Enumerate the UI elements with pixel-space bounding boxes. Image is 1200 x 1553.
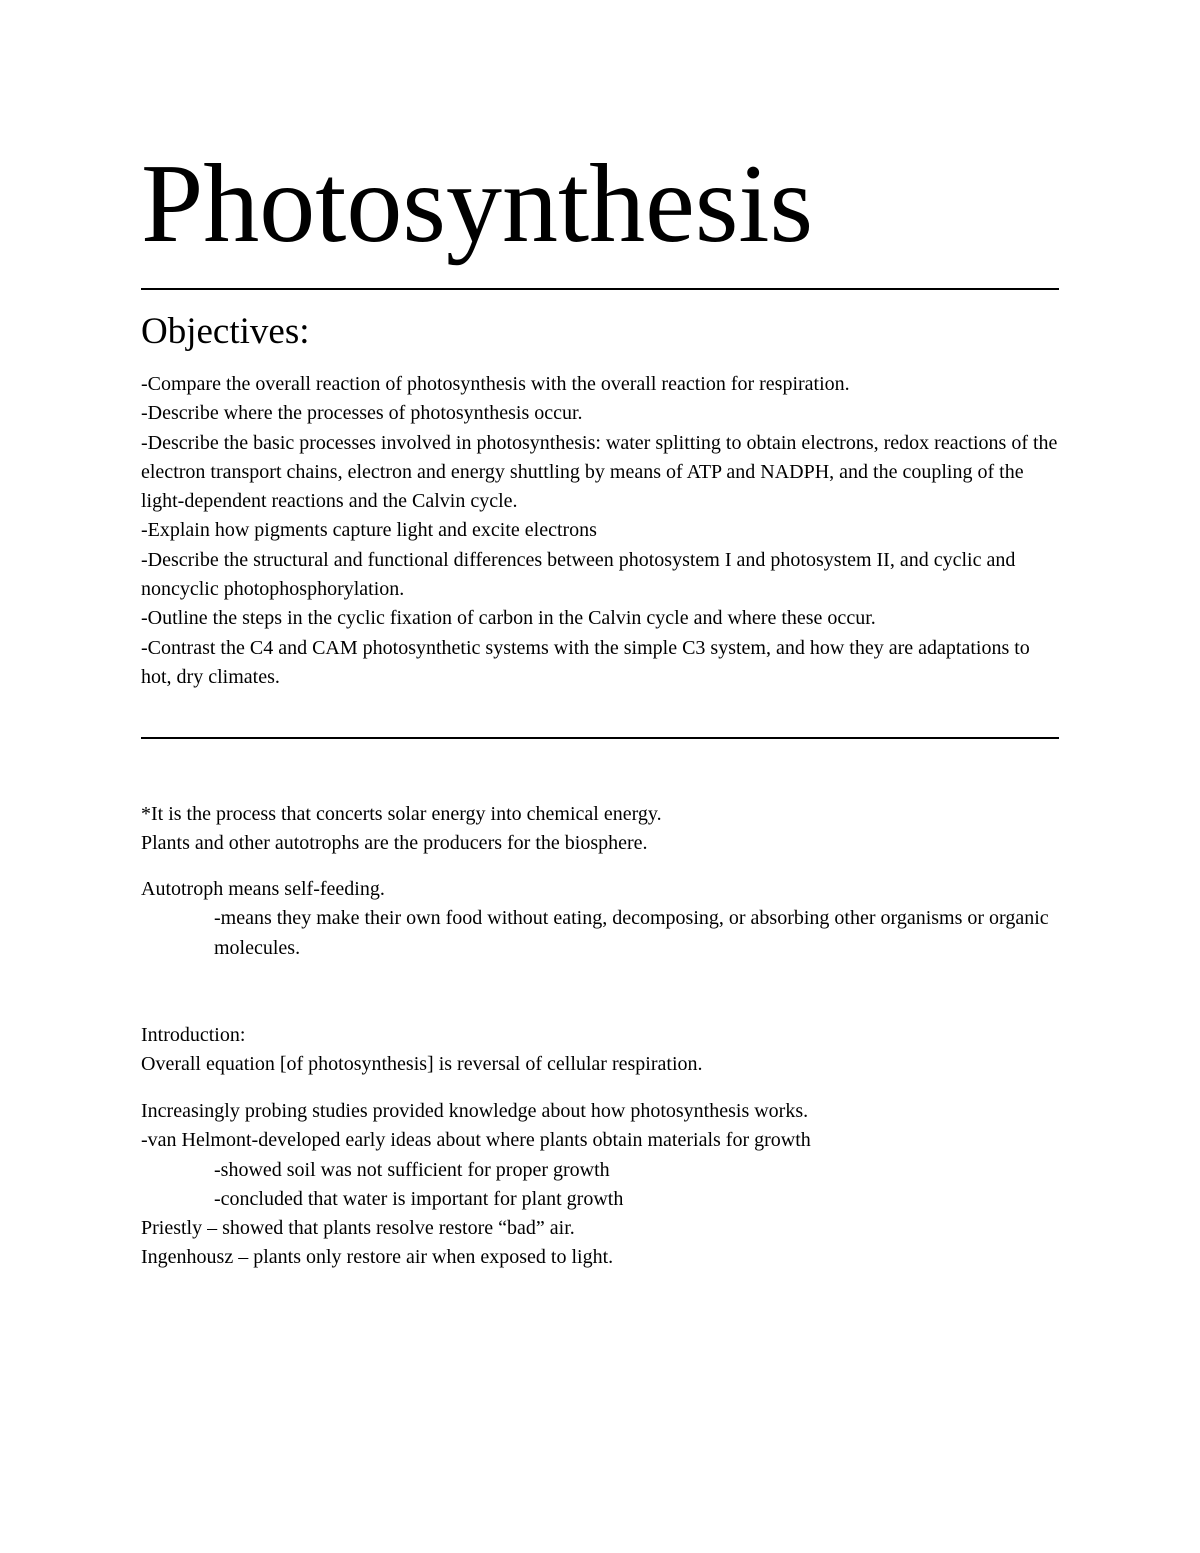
objective-item: -Describe the basic processes involved in photosynthesis: water splitting to obtain electrons, redox reactions of the electron transport chains, electron and energy shuttling by means of ATP and NADPH, and the coupling of the light-dependent reactions and the Calvin cycle. [141,431,1058,513]
objective-item: -Describe the structural and functional differences between photosystem I and photosystem II, and cyclic and noncyclic photophosphorylation. [141,548,1016,601]
producers-line: Plants and other autotrophs are the producers for the biosphere. [141,832,648,855]
studies-line: Increasingly probing studies provided knowledge about how photosynthesis works. [141,1100,809,1122]
objective-item: -Compare the overall reaction of photosynthesis with the overall reaction for respiration. [141,373,850,395]
autotroph-detail: -means they make their own food without eating, decomposing, or absorbing other organisms or organic molecules. [214,907,1049,959]
objectives-list [141,370,1061,692]
van-helmont-water: -concluded that water is important for plant growth [214,1187,624,1210]
autotroph-block [141,875,1061,963]
van-helmont-soil: -showed soil was not sufficient for proper growth [214,1158,610,1181]
objective-item: -Outline the steps in the cyclic fixation of carbon in the Calvin cycle and where these occur. [141,607,876,630]
objective-item: -Describe where the processes of photosynthesis occur. [141,402,583,425]
definition-block [141,800,1061,859]
section-divider [141,737,1059,739]
autotroph-line: Autotroph means self-feeding. [141,878,385,900]
page-title: Photosynthesis [141,142,814,266]
title-divider [141,288,1059,290]
objective-item: -Explain how pigments capture light and excite electrons [141,519,597,542]
ingenhousz-line: Ingenhousz – plants only restore air when exposed to light. [141,1246,614,1269]
introduction-block [141,1021,1061,1080]
introduction-heading: Introduction: [141,1024,246,1046]
process-line: *It is the process that concerts solar energy into chemical energy. [141,803,662,825]
introduction-equation: Overall equation [of photosynthesis] is reversal of cellular respiration. [141,1053,703,1076]
priestly-line: Priestly – showed that plants resolve restore “bad” air. [141,1217,575,1240]
van-helmont-line: -van Helmont-developed early ideas about where plants obtain materials for growth [141,1129,811,1152]
objective-item: -Contrast the C4 and CAM photosynthetic systems with the simple C3 system, and how they are adaptations to hot, dry climates. [141,636,1030,688]
objectives-heading: Objectives: [141,311,310,352]
studies-block [141,1097,1061,1273]
